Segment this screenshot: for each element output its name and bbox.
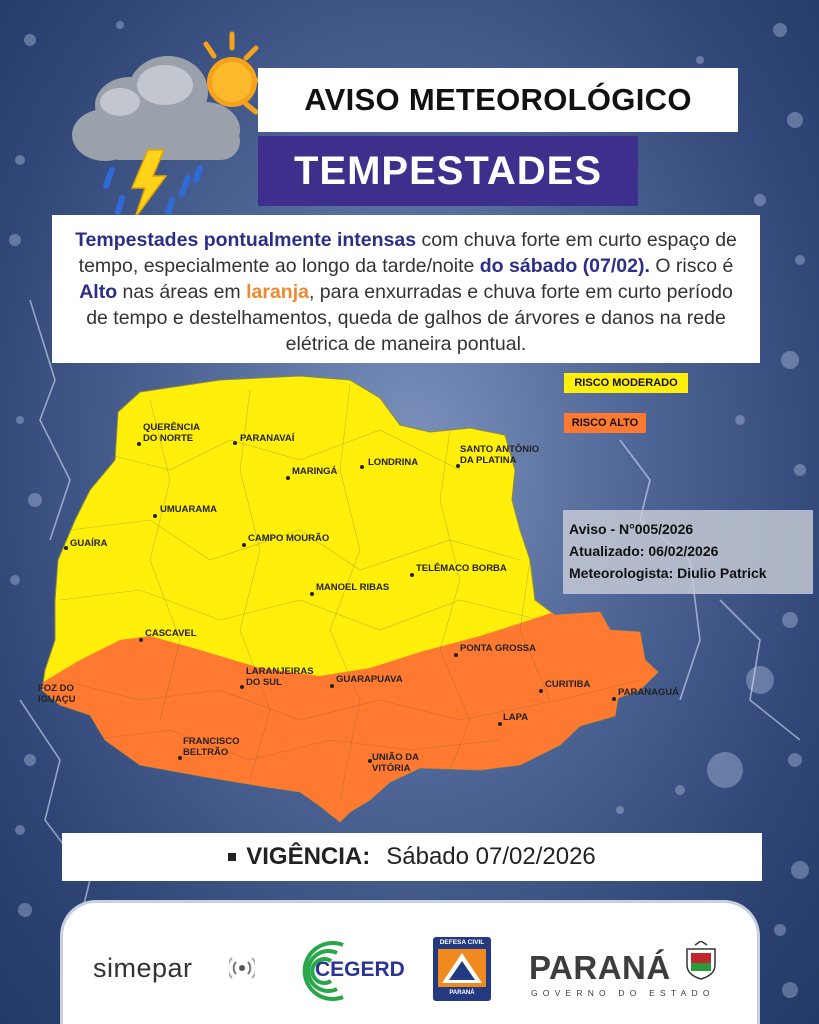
city-laranjeiras-do-sul: LARANJEIRAS DO SUL [246,666,314,688]
cegerd-logo: CEGERD [315,958,405,981]
city-curitiba: CURITIBA [545,679,590,690]
alert-description [52,215,760,363]
alert-number: Aviso - N°005/2026 [569,521,694,537]
description-text-2: O risco é [649,255,734,277]
validity-value: Sábado 07/02/2026 [386,843,596,870]
city-lapa: LAPA [503,712,528,723]
legend-high-risk: RISCO ALTO [564,413,646,433]
city-manoel-ribas: MANOEL RIBAS [316,582,389,593]
description-highlight-orange: laranja [246,281,309,303]
description-highlight-storms: Tempestades pontualmente intensas [75,229,417,251]
city-francisco-beltrao: FRANCISCO BELTRÃO [183,736,239,758]
city-foz-do-iguacu: FOZ DO IGUAÇU [38,683,76,705]
title-banner [258,68,738,132]
alert-updated: Atualizado: 06/02/2026 [569,543,719,559]
city-uniao-da-vitoria: UNIÃO DA VITÓRIA [372,752,419,774]
parana-logo: PARANÁ [529,949,671,986]
city-telemaco-borba: TELÊMACO BORBA [416,563,507,574]
simepar-logo: simepar [93,953,193,983]
description-highlight-high: Alto [79,281,118,303]
city-guaira: GUAÍRA [70,538,107,549]
city-ponta-grossa: PONTA GROSSA [460,643,536,654]
signal-waves-icon [229,955,255,981]
defesa-civil-state: PARANÁ [449,990,475,996]
city-maringa: MARINGÁ [292,466,337,477]
parana-logo-subtitle: GOVERNO DO ESTADO [531,988,715,998]
validity-label: VIGÊNCIA: [246,843,371,870]
alert-meteorologist: Meteorologista: Diulio Patrick [569,565,767,581]
subtitle-banner [258,136,638,206]
parana-crest-icon [683,941,719,981]
city-paranavai: PARANAVAÍ [240,433,294,444]
city-londrina: LONDRINA [368,457,418,468]
description-text-4: , para enxurradas e chuva forte em curto período de tempo e destelhamentos, queda de galhos de árvores e danos na rede elétrica de maneira pontual. [86,281,733,355]
city-guarapuava: GUARAPUAVA [336,674,403,685]
city-paranagua: PARANAGUÁ [618,687,679,698]
page-title: AVISO METEOROLÓGICO [304,82,692,117]
legend-moderate-risk: RISCO MODERADO [564,373,688,393]
city-campo-mourao: CAMPO MOURÃO [248,533,329,544]
description-text-1: com chuva forte em curto espaço de tempo, especialmente ao longo da tarde/noite [78,229,737,277]
description-text-3: nas áreas em [117,281,247,303]
alert-info-box [563,510,813,594]
page-subtitle: TEMPESTADES [293,148,603,193]
defesa-civil-title: DEFESA CIVIL [439,939,485,946]
city-cascavel: CASCAVEL [145,628,197,639]
city-umuarama: UMUARAMA [160,504,217,515]
storm-sun-icon [60,30,270,220]
bullet-icon [228,853,236,861]
description-highlight-date: do sábado (07/02). [479,255,650,277]
validity-banner [62,833,762,881]
city-querencia-do-norte: QUERÊNCIA DO NORTE [143,422,200,444]
footer-logos [60,900,760,1024]
city-santo-antonio-da-platina: SANTO ANTÔNIO DA PLATINA [460,444,539,466]
